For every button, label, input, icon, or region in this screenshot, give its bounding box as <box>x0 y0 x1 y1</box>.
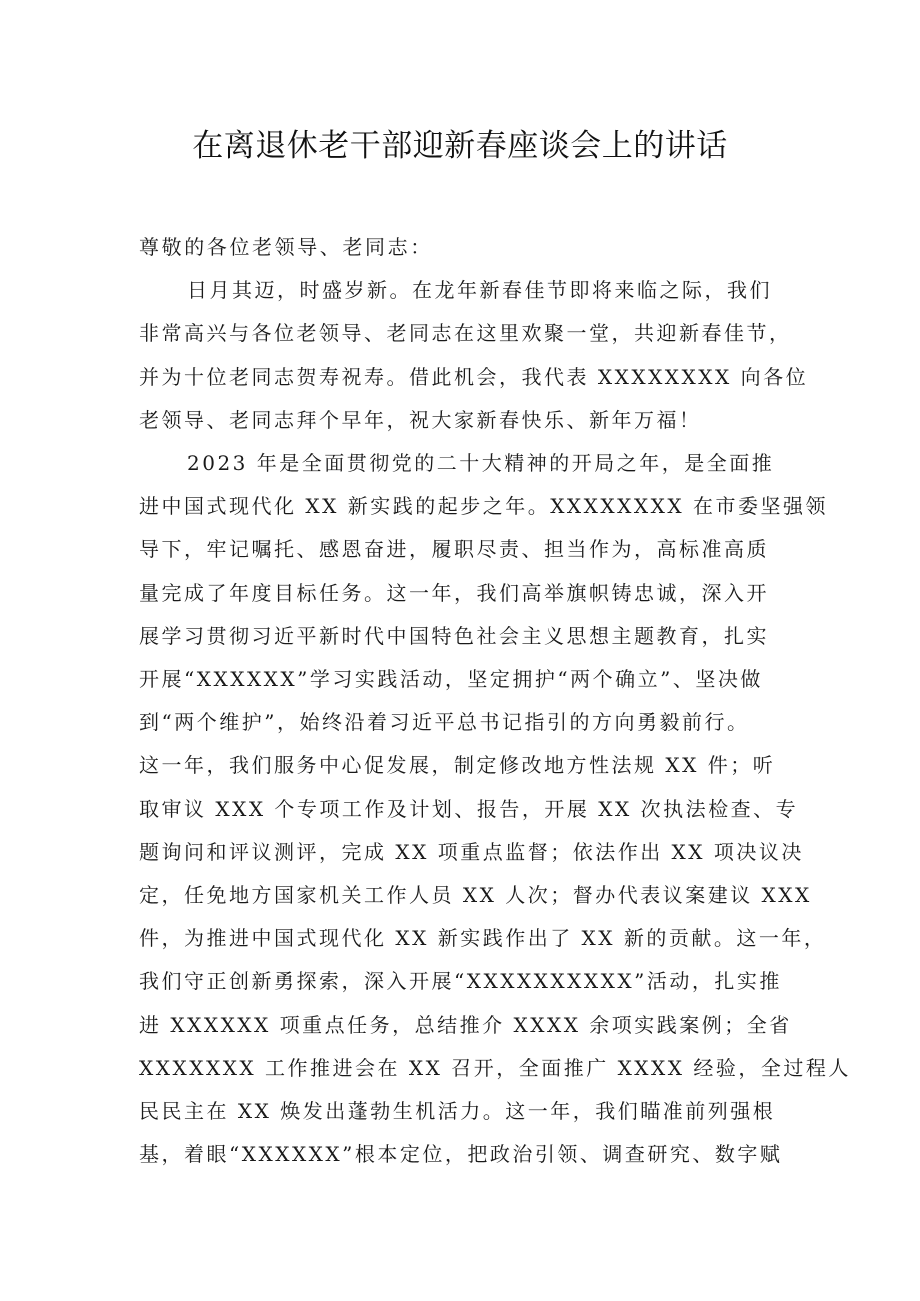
paragraph-line: 民民主在 XX 焕发出蓬勃生机活力。这一年，我们瞄准前列强根 <box>139 1099 776 1124</box>
greeting-line: 尊敬的各位老领导、老同志： <box>139 235 433 259</box>
paragraph-line: 题询问和评议测评，完成 XX 项重点监督；依法作出 XX 项决议决 <box>139 839 804 864</box>
paragraph-line: 我们守正创新勇探索，深入开展“XXXXXXXXXX”活动，扎实推 <box>139 969 782 994</box>
paragraph-line: 基，着眼“XXXXXX”根本定位，把政治引领、调查研究、数字赋 <box>139 1142 783 1167</box>
paragraph-line: 日月其迈，时盛岁新。在龙年新春佳节即将来临之际，我们 <box>187 278 772 303</box>
paragraph-line: 并为十位老同志贺寿祝寿。借此机会，我代表 XXXXXXXX 向各位 <box>139 364 809 389</box>
document-body <box>139 226 851 1176</box>
paragraph-line: 展学习贯彻习近平新时代中国特色社会主义思想主题教育，扎实 <box>139 623 769 648</box>
paragraph-line: 导下，牢记嘱托、感恩奋进，履职尽责、担当作为，高标准高质 <box>139 537 769 562</box>
paragraph-line: 进 XXXXXX 项重点任务，总结推介 XXXX 余项实践案例；全省 <box>139 1012 792 1037</box>
paragraph-line: 到“两个维护”，始终沿着习近平总书记指引的方向勇毅前行。 <box>139 710 750 735</box>
paragraph-line: 量完成了年度目标任务。这一年，我们高举旗帜铸忠诚，深入开 <box>139 580 769 605</box>
paragraph-line: 件，为推进中国式现代化 XX 新实践作出了 XX 新的贡献。这一年， <box>139 926 827 951</box>
paragraph-line: 取审议 XXX 个专项工作及计划、报告，开展 XX 次执法检查、专 <box>139 796 799 821</box>
paragraph-1 <box>139 269 809 442</box>
paragraph-line: 定，任免地方国家机关工作人员 XX 人次；督办代表议案建议 XXX <box>139 883 812 908</box>
paragraph-line: 这一年，我们服务中心促发展，制定修改地方性法规 XX 件；听 <box>139 753 776 778</box>
paragraph-line: XXXXXXX 工作推进会在 XX 召开，全面推广 XXXX 经验，全过程人 <box>139 1055 851 1080</box>
paragraph-line: 开展“XXXXXX”学习实践活动，坚定拥护“两个确立”、坚决做 <box>139 667 763 692</box>
paragraph-line: 非常高兴与各位老领导、老同志在这里欢聚一堂，共迎新春佳节， <box>139 321 792 346</box>
document-title: 在离退休老干部迎新春座谈会上的讲话 <box>192 128 728 164</box>
paragraph-line: 进中国式现代化 XX 新实践的起步之年。XXXXXXXX 在市委坚强领 <box>139 494 828 519</box>
paragraph-line: 2023 年是全面贯彻党的二十大精神的开局之年，是全面推 <box>187 451 775 476</box>
paragraph-2 <box>139 442 851 1176</box>
paragraph-line: 老领导、老同志拜个早年，祝大家新春快乐、新年万福！ <box>139 407 702 432</box>
